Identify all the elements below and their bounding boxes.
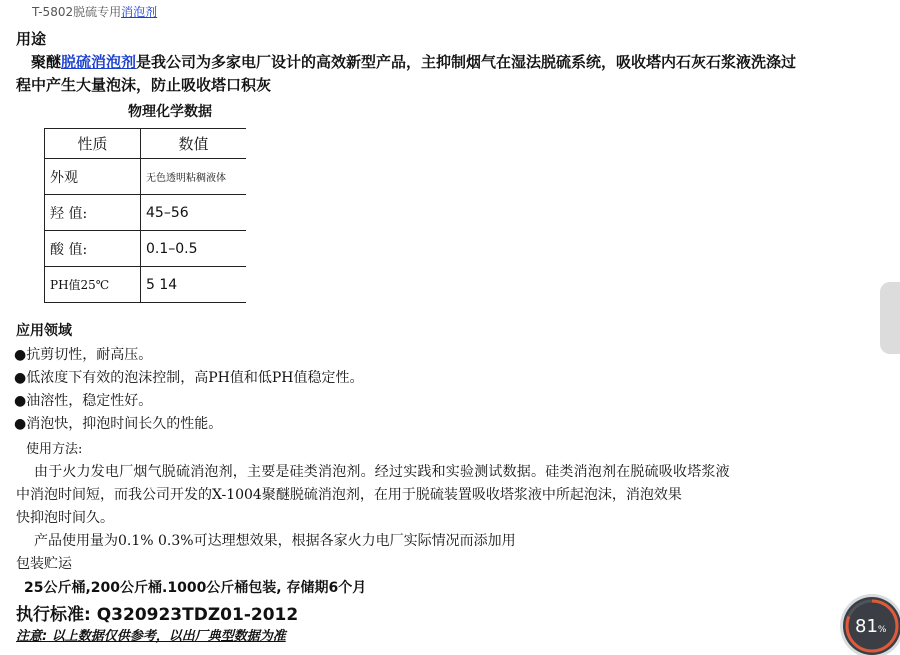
list-item: ●消泡快，抑泡时间长久的性能。 (14, 416, 223, 432)
header-prefix: T-5802脱硫专用 (32, 5, 122, 19)
table-row (45, 159, 247, 195)
method-line-2: 中消泡时间短，而我公司开发的X-1004聚醚脱硫消泡剂，在用于脱硫装置吸收塔浆液中所起泡沫，消泡效果 (16, 487, 682, 503)
row-value: 5 14 (141, 267, 247, 303)
row-label: PH值25℃ (45, 267, 141, 303)
method-line-1: 由于火力发电厂烟气脱硫消泡剂，主要是硅类消泡剂。经过实践和实验测试数据。硅类消泡剂在脱硫吸收塔浆液 (34, 464, 730, 480)
method-line-3: 快抑泡时间久。 (16, 510, 114, 526)
row-value: 0.1–0.5 (141, 231, 247, 267)
method-heading: 使用方法: (26, 442, 83, 457)
intro-prefix: 聚醚 (31, 53, 62, 71)
method-line-4: 产品使用量为0.1% 0.3%可达理想效果，根据各家火力电厂实际情况而添加用 (34, 533, 516, 549)
row-value: 无色透明粘稠液体 (141, 159, 247, 195)
props-table (44, 128, 246, 303)
list-item: ●抗剪切性，耐高压。 (14, 347, 153, 363)
intro-line2: 程中产生大量泡沫，防止吸收塔口积灰 (16, 76, 272, 94)
desulfurization-defoamer-link[interactable]: 脱硫消泡剂 (61, 53, 137, 71)
usage-heading: 用途 (16, 30, 47, 48)
usage-intro (16, 51, 806, 97)
table-row (45, 231, 247, 267)
row-label: 外观 (45, 159, 141, 195)
standard-text: 执行标准: Q320923TDZ01-2012 (16, 605, 299, 625)
table-row (45, 267, 247, 303)
gauge-number: 81 (855, 616, 878, 637)
table-header-row (45, 129, 247, 159)
table-row (45, 195, 247, 231)
packaging-text: 25公斤桶,200公斤桶.1000公斤桶包装, 存储期6个月 (24, 580, 367, 596)
performance-gauge[interactable] (843, 597, 900, 655)
row-label: 羟 值: (45, 195, 141, 231)
packaging-heading: 包装贮运 (16, 556, 72, 572)
intro-line1: 是我公司为多家电厂设计的高效新型产品，主抑制烟气在湿法脱硫系统，吸收塔内石灰石浆液洗涤过 (136, 53, 797, 71)
application-heading: 应用领域 (16, 323, 72, 339)
defoamer-link[interactable]: 消泡剂 (121, 5, 158, 19)
list-item: ●低浓度下有效的泡沫控制，高PH值和低PH值稳定性。 (14, 370, 364, 386)
disclaimer-note: 注意: 以上数据仅供参考，以出厂典型数据为准 (16, 629, 286, 644)
props-table-title: 物理化学数据 (128, 104, 212, 120)
document-header (32, 3, 157, 20)
gauge-unit: % (877, 625, 887, 635)
gauge-value (855, 616, 886, 637)
col-header-property: 性质 (45, 129, 141, 159)
list-item: ●油溶性，稳定性好。 (14, 393, 153, 409)
row-label: 酸 值: (45, 231, 141, 267)
row-value: 45–56 (141, 195, 247, 231)
col-header-value: 数值 (141, 129, 247, 159)
side-scroll-handle[interactable] (880, 282, 900, 354)
